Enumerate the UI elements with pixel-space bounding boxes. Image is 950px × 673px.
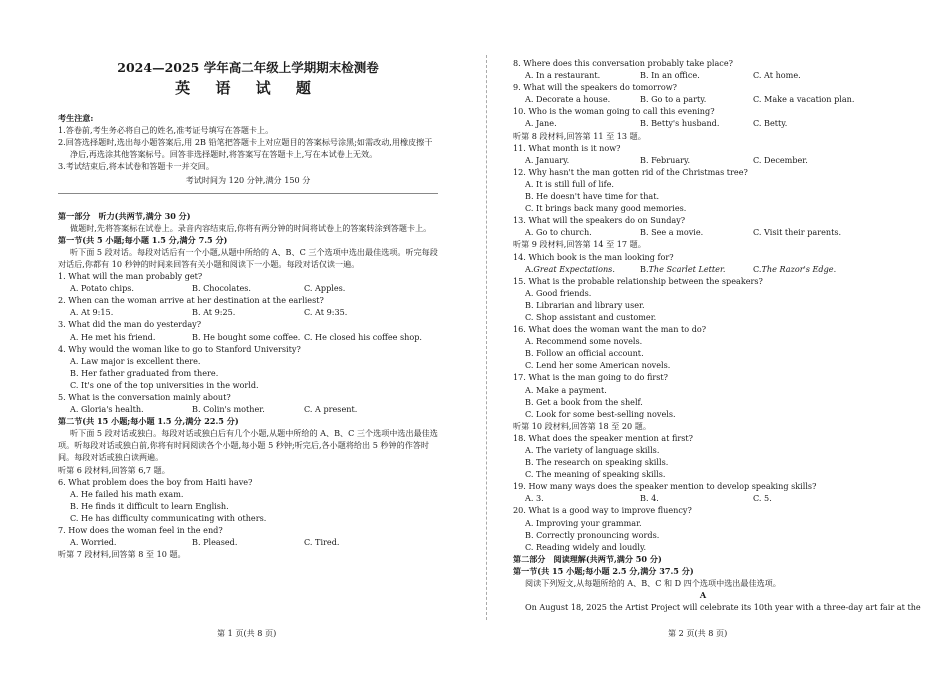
header-rule — [58, 193, 438, 194]
question-1 — [58, 270, 438, 294]
option-c: C. Shop assistant and customer. — [525, 311, 657, 322]
option-c-letter: C. — [753, 263, 762, 274]
question-17 — [513, 371, 893, 419]
question-stem: 19. How many ways does the speaker mention to develop speaking skills? — [513, 481, 817, 492]
question-10 — [513, 105, 893, 129]
question-stem: 1. What will the man probably get? — [58, 271, 203, 282]
question-2 — [58, 294, 438, 318]
option-a: A. Good friends. — [525, 287, 592, 298]
option-a: A. Go to church. — [525, 227, 592, 238]
option-c: C. Lend her some American novels. — [525, 360, 671, 371]
option-a: A. Make a payment. — [525, 384, 607, 395]
question-stem: 4. Why would the woman like to go to Stanford University? — [58, 343, 301, 354]
material-instruction: 听第 10 段材料,回答第 18 至 20 题。 — [513, 420, 651, 431]
question-4 — [58, 343, 438, 391]
notice-item-1: 1.答卷前,考生务必将自己的姓名,准考证号填写在答题卡上。 — [58, 125, 274, 136]
question-stem: 11. What month is it now? — [513, 142, 621, 153]
option-b: B. Chocolates. — [192, 283, 251, 294]
question-13 — [513, 214, 893, 238]
page-2-column — [513, 57, 921, 613]
part2-section1-intro: 阅读下列短文,从每题所给的 A、B、C 和 D 四个选项中选出最佳选项。 — [525, 578, 781, 589]
option-c: The Razor's Edge. — [761, 263, 837, 274]
question-stem: 20. What is a good way to improve fluency? — [513, 505, 692, 516]
option-a: A. Law major is excellent there. — [70, 355, 201, 366]
material-instruction: 听第 9 段材料,回答第 14 至 17 题。 — [513, 239, 646, 250]
option-c: C. 5. — [753, 493, 772, 504]
option-a: A. At 9:15. — [70, 307, 114, 318]
option-a-letter: A. — [525, 263, 534, 274]
option-c: C. Look for some best-selling novels. — [525, 408, 676, 419]
page-number-1: 第 1 页(共 8 页) — [217, 628, 277, 638]
question-20 — [513, 504, 893, 552]
option-b: B. Colin's mother. — [192, 404, 265, 415]
exam-title: 2024—2025 学年高二年级上学期期末检测卷 — [117, 60, 379, 75]
material-instruction: 听第 7 段材料,回答第 8 至 10 题。 — [58, 549, 186, 560]
option-c: C. It's one of the top universities in the world. — [70, 379, 259, 390]
part1-heading: 第一部分 听力(共两节,满分 30 分) — [58, 210, 191, 221]
page-number-2: 第 2 页(共 8 页) — [668, 628, 728, 638]
section1-intro: 听下面 5 段对话。每段对话后有一个小题,从题中所给的 A、B、C 三个选项中选出最佳选项。听完每段对话后,你都有 10 秒钟的时间来回答有关小题和阅读下一小题。每段对话仅读一遍。 — [58, 246, 438, 269]
option-c: C. Betty. — [753, 118, 788, 129]
option-b: B. February. — [640, 154, 691, 165]
option-a: A. The variety of language skills. — [525, 445, 660, 455]
notice-item-2: 2.回答选择题时,选出每小题答案后,用 2B 铅笔把答题卡上对应题目的答案标号涂黑;如需改动,用橡皮擦干净后,再选涂其他答案标号。回答非选择题时,将答案写在答题卡上,写在本试卷上无效。 — [58, 137, 433, 160]
question-16 — [513, 323, 893, 371]
question-11 — [513, 142, 893, 166]
question-stem: 12. Why hasn't the man gotten rid of the Christmas tree? — [513, 166, 748, 177]
question-stem: 2. When can the woman arrive at her destination at the earliest? — [58, 295, 324, 306]
option-a: A. He met his friend. — [70, 331, 156, 342]
option-c: C. At home. — [753, 70, 801, 81]
question-9 — [513, 81, 893, 105]
option-c: C. Visit their parents. — [753, 227, 842, 238]
option-c: C. It brings back many good memories. — [525, 203, 687, 214]
option-c: C. Apples. — [304, 283, 346, 294]
question-14 — [513, 251, 893, 275]
option-c: C. December. — [753, 154, 808, 165]
question-7 — [58, 524, 438, 548]
option-a: A. Improving your grammar. — [525, 517, 642, 528]
section2-intro: 听下面 5 段对话或独白。每段对话或独白后有几个小题,从题中所给的 A、B、C 三个选项中选出最佳选项。听每段对话或独白前,你将有时间阅读各个小题,每小题 5 秒钟;听完后,各小题将给出 5 秒钟的作答时间。每段对话或独白读两遍。 — [58, 428, 438, 463]
option-b: B. 4. — [640, 493, 659, 504]
option-b: B. He doesn't have time for that. — [525, 191, 660, 202]
column-divider — [486, 55, 487, 620]
option-a: Great Expectations. — [533, 263, 615, 274]
passage-first-line: On August 18, 2025 the Artist Project will celebrate its 10th year with a three-day art fair at the — [525, 602, 921, 613]
option-c: C. Make a vacation plan. — [753, 94, 855, 105]
question-stem: 18. What does the speaker mention at first? — [513, 432, 693, 443]
option-a: A. Gloria's health. — [70, 404, 144, 415]
option-a: A. Recommend some novels. — [525, 336, 643, 347]
option-c: C. The meaning of speaking skills. — [525, 469, 666, 480]
question-stem: 10. Who is the woman going to call this evening? — [513, 106, 715, 117]
option-b: B. Librarian and library user. — [525, 299, 645, 310]
question-18 — [513, 432, 893, 480]
option-a: A. He failed his math exam. — [70, 488, 184, 499]
question-6 — [58, 476, 438, 524]
option-b: B. Go to a party. — [640, 94, 707, 105]
option-b-letter: B. — [640, 263, 649, 274]
option-a: A. In a restaurant. — [525, 70, 601, 81]
option-b: B. In an office. — [640, 70, 700, 81]
passage-label: A — [699, 590, 707, 601]
option-c: C. Reading widely and loudly. — [525, 541, 647, 552]
part2-heading: 第二部分 阅读理解(共两节,满分 50 分) — [513, 553, 662, 564]
question-stem: 6. What problem does the boy from Haiti have? — [58, 476, 253, 487]
part2-section1-heading: 第一节(共 15 小题;每小题 2.5 分,满分 37.5 分) — [513, 565, 694, 576]
question-stem: 3. What did the man do yesterday? — [58, 319, 202, 330]
option-b: B. Pleased. — [192, 537, 238, 548]
option-b: B. Get a book from the shelf. — [525, 396, 643, 407]
part1-intro: 做题时,先将答案标在试卷上。录音内容结束后,你将有两分钟的时间将试卷上的答案转涂到答题卡上。 — [70, 222, 432, 233]
section1-heading: 第一节(共 5 小题;每小题 1.5 分,满分 7.5 分) — [58, 234, 228, 245]
question-stem: 16. What does the woman want the man to do? — [513, 324, 707, 335]
time-score: 考试时间为 120 分钟,满分 150 分 — [185, 175, 311, 186]
material-instruction: 听第 6 段材料,回答第 6,7 题。 — [58, 464, 170, 475]
option-b: The Scarlet Letter. — [648, 263, 726, 274]
page-1-column — [58, 0, 438, 560]
option-a: A. Jane. — [525, 118, 557, 129]
option-b: B. Betty's husband. — [640, 118, 720, 129]
subject-title: 英 语 试 题 — [175, 79, 321, 97]
option-b: B. The research on speaking skills. — [525, 457, 669, 468]
option-b: B. At 9:25. — [192, 307, 236, 318]
question-stem: 13. What will the speakers do on Sunday? — [513, 215, 686, 226]
option-a: A. It is still full of life. — [525, 178, 615, 189]
option-b: B. He bought some coffee. — [192, 331, 301, 342]
option-a: A. Potato chips. — [70, 283, 134, 294]
material-instruction: 听第 8 段材料,回答第 11 至 13 题。 — [513, 130, 646, 141]
option-c: C. At 9:35. — [304, 307, 348, 318]
question-8 — [513, 57, 893, 81]
question-stem: 8. Where does this conversation probably take place? — [513, 58, 733, 68]
option-c: C. He closed his coffee shop. — [304, 331, 422, 342]
question-15 — [513, 275, 893, 323]
question-stem: 14. Which book is the man looking for? — [513, 251, 674, 262]
question-19 — [513, 480, 893, 504]
notice-heading: 考生注意: — [58, 113, 94, 123]
option-a: A. Decorate a house. — [525, 94, 611, 105]
option-b: B. Her father graduated from there. — [70, 367, 219, 378]
question-12 — [513, 166, 893, 214]
option-a: A. January. — [525, 154, 570, 165]
question-stem: 17. What is the man going to do first? — [513, 372, 669, 383]
notice-item-3: 3.考试结束后,将本试卷和答题卡一并交回。 — [58, 161, 214, 172]
question-stem: 7. How does the woman feel in the end? — [58, 525, 223, 535]
option-a: A. 3. — [525, 493, 544, 504]
option-c: C. He has difficulty communicating with others. — [70, 512, 267, 523]
question-5 — [58, 391, 438, 415]
section2-heading: 第二节(共 15 小题;每小题 1.5 分,满分 22.5 分) — [58, 416, 239, 427]
option-b: B. See a movie. — [640, 227, 704, 238]
question-stem: 15. What is the probable relationship between the speakers? — [513, 275, 763, 286]
option-c: C. A present. — [304, 404, 358, 415]
option-c: C. Tired. — [304, 537, 340, 548]
question-3 — [58, 318, 438, 342]
option-b: B. Follow an official account. — [525, 348, 644, 359]
option-b: B. He finds it difficult to learn English. — [70, 500, 229, 511]
question-stem: 5. What is the conversation mainly about? — [58, 391, 231, 402]
question-stem: 9. What will the speakers do tomorrow? — [513, 82, 677, 93]
option-b: B. Correctly pronouncing words. — [525, 529, 660, 540]
option-a: A. Worried. — [70, 537, 117, 548]
